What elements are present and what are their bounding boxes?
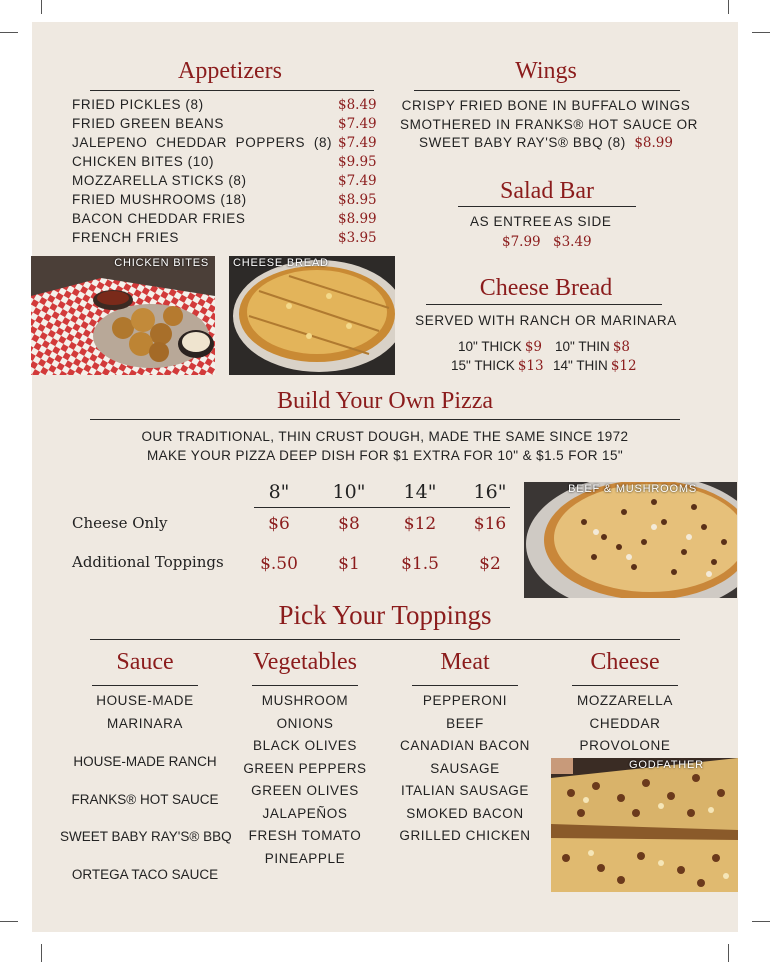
chicken-bites-illustration bbox=[31, 256, 215, 375]
cheese-bread-option bbox=[458, 338, 542, 356]
photo-caption: CHICKEN BITES bbox=[114, 257, 209, 269]
vegetable-item: FRESH TOMATO bbox=[248, 828, 362, 843]
option-label: 15" THICK bbox=[451, 358, 515, 373]
menu-item-price: $7.49 bbox=[338, 116, 377, 132]
vegetable-item: BLACK OLIVES bbox=[253, 738, 357, 753]
crop-mark bbox=[41, 944, 42, 962]
crop-mark bbox=[728, 0, 729, 14]
toppings-heading: Pick Your Toppings bbox=[278, 600, 492, 630]
sauce-item: HOUSE-MADE bbox=[96, 693, 194, 708]
cheese-bread-illustration bbox=[229, 256, 395, 375]
divider bbox=[412, 685, 518, 686]
option-label: 14" THIN bbox=[553, 358, 608, 373]
vegetables-heading: Vegetables bbox=[253, 649, 357, 675]
option-price: $9 bbox=[524, 339, 543, 355]
pizza-price: $2 bbox=[479, 554, 501, 574]
photo-caption: CHEESE BREAD bbox=[233, 257, 329, 269]
godfather-pizza-illustration bbox=[551, 758, 738, 892]
chicken-bites-photo bbox=[31, 256, 215, 375]
photo-caption: BEEF & MUSHROOMS bbox=[568, 483, 697, 495]
divider bbox=[572, 685, 678, 686]
cheese-bread-heading: Cheese Bread bbox=[479, 275, 613, 301]
menu-item-price: $7.49 bbox=[338, 173, 377, 189]
option-label: 10" THIN bbox=[555, 339, 610, 354]
salad-bar-heading: Salad Bar bbox=[500, 178, 594, 204]
sauce-item: ORTEGA TACO SAUCE bbox=[71, 867, 219, 882]
sauce-item: HOUSE-MADE RANCH bbox=[73, 754, 217, 769]
menu-item-price: $3.95 bbox=[338, 230, 377, 246]
vegetable-item: PINEAPPLE bbox=[264, 851, 346, 866]
menu-item-price: $8.99 bbox=[338, 211, 377, 227]
pizza-price: $16 bbox=[473, 514, 507, 534]
salad-entree-price: $7.99 bbox=[502, 234, 541, 250]
meat-item: GRILLED CHICKEN bbox=[399, 828, 531, 843]
wings-description: SWEET BABY RAY'S® BBQ (8) bbox=[419, 135, 626, 150]
vegetable-item: JALAPEÑOS bbox=[262, 806, 348, 821]
menu-item-price: $7.49 bbox=[338, 135, 377, 151]
option-price: $8 bbox=[612, 339, 630, 355]
cheese-bread-option bbox=[553, 357, 637, 375]
meat-item: BEEF bbox=[446, 716, 484, 731]
menu-item-name: FRIED GREEN BEANS bbox=[72, 116, 224, 131]
salad-side-price: $3.49 bbox=[553, 234, 592, 250]
meat-item: SMOKED BACON bbox=[406, 806, 524, 821]
divider bbox=[90, 419, 680, 420]
salad-side-label: AS SIDE bbox=[554, 214, 612, 229]
vegetable-item: GREEN OLIVES bbox=[251, 783, 359, 798]
meat-item: PEPPERONI bbox=[422, 693, 508, 708]
menu-item-name: BACON CHEDDAR FRIES bbox=[72, 211, 246, 226]
cheese-bread-photo bbox=[229, 256, 395, 375]
meat-item: SAUSAGE bbox=[430, 761, 500, 776]
option-label: 10" THICK bbox=[458, 339, 522, 354]
cheese-item: CHEDDAR bbox=[589, 716, 661, 731]
menu-item-name: MOZZARELLA STICKS (8) bbox=[72, 173, 247, 188]
divider bbox=[92, 685, 198, 686]
divider bbox=[90, 90, 374, 91]
photo-caption: GODFATHER bbox=[629, 759, 704, 771]
godfather-pizza-photo bbox=[551, 758, 738, 892]
divider bbox=[90, 639, 680, 640]
pizza-price: $1 bbox=[338, 554, 360, 574]
menu-item-name: FRENCH FRIES bbox=[72, 230, 179, 245]
divider bbox=[254, 507, 510, 508]
pizza-price: $12 bbox=[403, 514, 437, 534]
row-label: Additional Toppings bbox=[72, 553, 224, 571]
pizza-price: $6 bbox=[268, 514, 290, 534]
menu-item-price: $9.95 bbox=[338, 154, 377, 170]
menu-item-price: $8.49 bbox=[338, 97, 377, 113]
vegetable-item: GREEN PEPPERS bbox=[243, 761, 367, 776]
cheese-bread-subtitle: SERVED WITH RANCH OR MARINARA bbox=[415, 313, 677, 328]
meat-heading: Meat bbox=[440, 649, 490, 675]
crop-mark bbox=[0, 32, 18, 33]
pizza-description: MAKE YOUR PIZZA DEEP DISH FOR $1 EXTRA FOR 10" & $1.5 FOR 15" bbox=[146, 448, 624, 463]
divider bbox=[458, 206, 636, 207]
menu-item-price: $8.95 bbox=[338, 192, 377, 208]
crop-mark bbox=[752, 921, 770, 922]
crop-mark bbox=[41, 0, 42, 14]
row-label: Cheese Only bbox=[72, 514, 168, 532]
crop-mark bbox=[752, 32, 770, 33]
vegetable-item: MUSHROOM bbox=[261, 693, 349, 708]
cheese-bread-option bbox=[555, 338, 630, 356]
pizza-description: OUR TRADITIONAL, THIN CRUST DOUGH, MADE THE SAME SINCE 1972 bbox=[141, 429, 629, 444]
menu-item-name: FRIED PICKLES (8) bbox=[72, 97, 204, 112]
cheese-heading: Cheese bbox=[590, 649, 660, 675]
wings-description: SMOTHERED IN FRANKS® HOT SAUCE OR bbox=[400, 117, 699, 132]
vegetable-item: ONIONS bbox=[276, 716, 334, 731]
divider bbox=[414, 90, 680, 91]
option-price: $13 bbox=[517, 358, 544, 374]
size-header: 14" bbox=[403, 481, 437, 503]
sauce-item: FRANKS® HOT SAUCE bbox=[71, 792, 219, 807]
size-header: 10" bbox=[332, 481, 366, 503]
size-header: 8" bbox=[268, 481, 290, 503]
wings-price-line bbox=[400, 134, 692, 152]
cheese-item: MOZZARELLA bbox=[576, 693, 674, 708]
wings-price: $8.99 bbox=[634, 135, 673, 151]
beef-mushroom-pizza-illustration bbox=[524, 482, 737, 598]
cheese-item: PROVOLONE bbox=[579, 738, 671, 753]
meat-item: ITALIAN SAUSAGE bbox=[400, 783, 530, 798]
pizza-price: $.50 bbox=[260, 554, 298, 574]
option-price: $12 bbox=[610, 358, 637, 374]
sauce-item: SWEET BABY RAY'S® BBQ bbox=[60, 829, 232, 844]
pizza-price: $8 bbox=[338, 514, 360, 534]
cheese-bread-option bbox=[451, 357, 544, 375]
menu-item-name: CHICKEN BITES (10) bbox=[72, 154, 215, 169]
sauce-item: MARINARA bbox=[106, 716, 184, 731]
wings-heading: Wings bbox=[515, 58, 577, 84]
build-pizza-heading: Build Your Own Pizza bbox=[276, 388, 493, 414]
menu-item-name: JALEPENO CHEDDAR POPPERS (8) bbox=[72, 135, 333, 150]
crop-mark bbox=[728, 944, 729, 962]
crop-mark bbox=[0, 921, 18, 922]
menu-item-name: FRIED MUSHROOMS (18) bbox=[72, 192, 247, 207]
size-header: 16" bbox=[473, 481, 507, 503]
sauce-heading: Sauce bbox=[116, 649, 174, 675]
beef-mushrooms-photo bbox=[524, 482, 737, 598]
pizza-price: $1.5 bbox=[401, 554, 439, 574]
meat-item: CANADIAN BACON bbox=[400, 738, 530, 753]
divider bbox=[426, 304, 662, 305]
wings-description: CRISPY FRIED BONE IN BUFFALO WINGS bbox=[401, 98, 691, 113]
salad-entree-label: AS ENTREE bbox=[470, 214, 552, 229]
divider bbox=[252, 685, 358, 686]
appetizers-heading: Appetizers bbox=[178, 58, 282, 84]
